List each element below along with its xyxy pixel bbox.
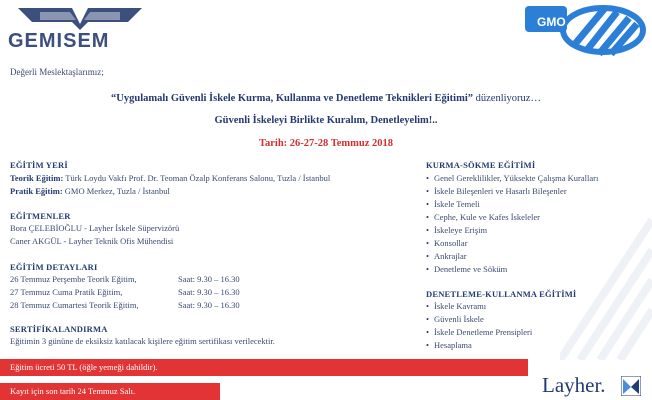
denetleme-kullanma-list — [426, 300, 532, 352]
egitim-yeri-title: EĞİTİM YERİ — [10, 160, 68, 170]
pratik-egitim-line — [10, 186, 170, 196]
kurma-sokme-title: KURMA-SÖKME EĞİTİMİ — [426, 160, 536, 170]
gemisem-logo-text: GEMISEM — [8, 30, 110, 52]
detay-row — [10, 287, 240, 297]
gmo-logo — [525, 0, 652, 60]
gmo-logo-text: GMO — [537, 15, 566, 29]
date-line: Tarih: 26-27-28 Temmuz 2018 — [258, 138, 394, 149]
list-item: • Güvenli İskele — [426, 313, 532, 326]
list-item: • İskele Temeli — [426, 198, 598, 211]
pratik-label: Pratik Eğitim: — [10, 186, 63, 196]
detay-row — [10, 300, 240, 310]
subheadline: Güvenli İskeleyi Birlikte Kuralım, Denetleyelim!.. — [214, 115, 438, 126]
headline-quote: “Uygulamalı Güvenli İskele Kurma, Kullanma ve Denetleme Teknikleri Eğitimi” — [111, 93, 474, 104]
detay-time: Saat: 9.30 – 16.30 — [178, 274, 240, 284]
list-item: • Denetleme ve Söküm — [426, 263, 598, 276]
fee-band: Eğitim ücreti 50 TL (öğle yemeği dahildir). — [0, 359, 528, 376]
sertifika-text: Eğitimin 3 gününe de eksiksiz katılacak kişilere eğitim sertifikası verilecektir. — [10, 336, 275, 346]
detay-day: 26 Temmuz Perşembe Teorik Eğitim, — [10, 274, 137, 284]
list-item: • İskele Kavramı — [426, 300, 532, 313]
detay-time: Saat: 9.30 – 16.30 — [178, 287, 240, 297]
list-item: • Ankrajlar — [426, 250, 598, 263]
list-item: • Genel Gereklilikler, Yüksekte Çalışma Kuralları — [426, 172, 598, 185]
teorik-label: Teorik Eğitim: — [10, 173, 64, 183]
registration-deadline-band: Kayıt için son tarih 24 Temmuz Salı. — [0, 383, 220, 400]
headline-tail: düzenliyoruz… — [473, 93, 541, 104]
layher-logo-icon — [621, 376, 641, 396]
detay-day: 27 Temmuz Cuma Pratik Eğitim, — [10, 287, 123, 297]
list-item: • İskele Bileşenleri ve Hasarlı Bileşenler — [426, 185, 598, 198]
kurma-sokme-list — [426, 172, 598, 276]
salutation: Değerli Meslektaşlarımız; — [10, 67, 104, 77]
detay-day: 28 Temmuz Cumartesi Teorik Eğitim, — [10, 300, 139, 310]
pratik-value: GMO Merkez, Tuzla / İstanbul — [62, 186, 170, 196]
list-item: • Cephe, Kule ve Kafes İskeleler — [426, 211, 598, 224]
headline — [0, 93, 652, 104]
layher-logo-text: Layher. — [542, 373, 606, 397]
list-item: • İskeleye Erişim — [426, 224, 598, 237]
teorik-egitim-line — [10, 173, 330, 183]
sertifika-title: SERTİFİKALANDIRMA — [10, 324, 108, 334]
denetleme-kullanma-title: DENETLEME-KULLANMA EĞİTİMİ — [426, 289, 577, 299]
list-item: • Hesaplama — [426, 339, 532, 352]
egitmen-item: Caner AKGÜL - Layher Teknik Ofis Mühendisi — [10, 236, 174, 246]
egitmenler-title: EĞİTMENLER — [10, 211, 71, 221]
detay-row — [10, 274, 240, 284]
list-item: • Konsollar — [426, 237, 598, 250]
egitim-detaylari-title: EĞİTİM DETAYLARI — [10, 262, 98, 272]
teorik-value: Türk Loydu Vakfı Prof. Dr. Teoman Özalp Konferans Salonu, Tuzla / İstanbul — [63, 173, 331, 183]
detay-time: Saat: 9.30 – 16.30 — [178, 300, 240, 310]
list-item: • İskele Denetleme Prensipleri — [426, 326, 532, 339]
egitmen-item: Bora ÇELEBİOĞLU - Layher İskele Süpervizörü — [10, 223, 180, 233]
